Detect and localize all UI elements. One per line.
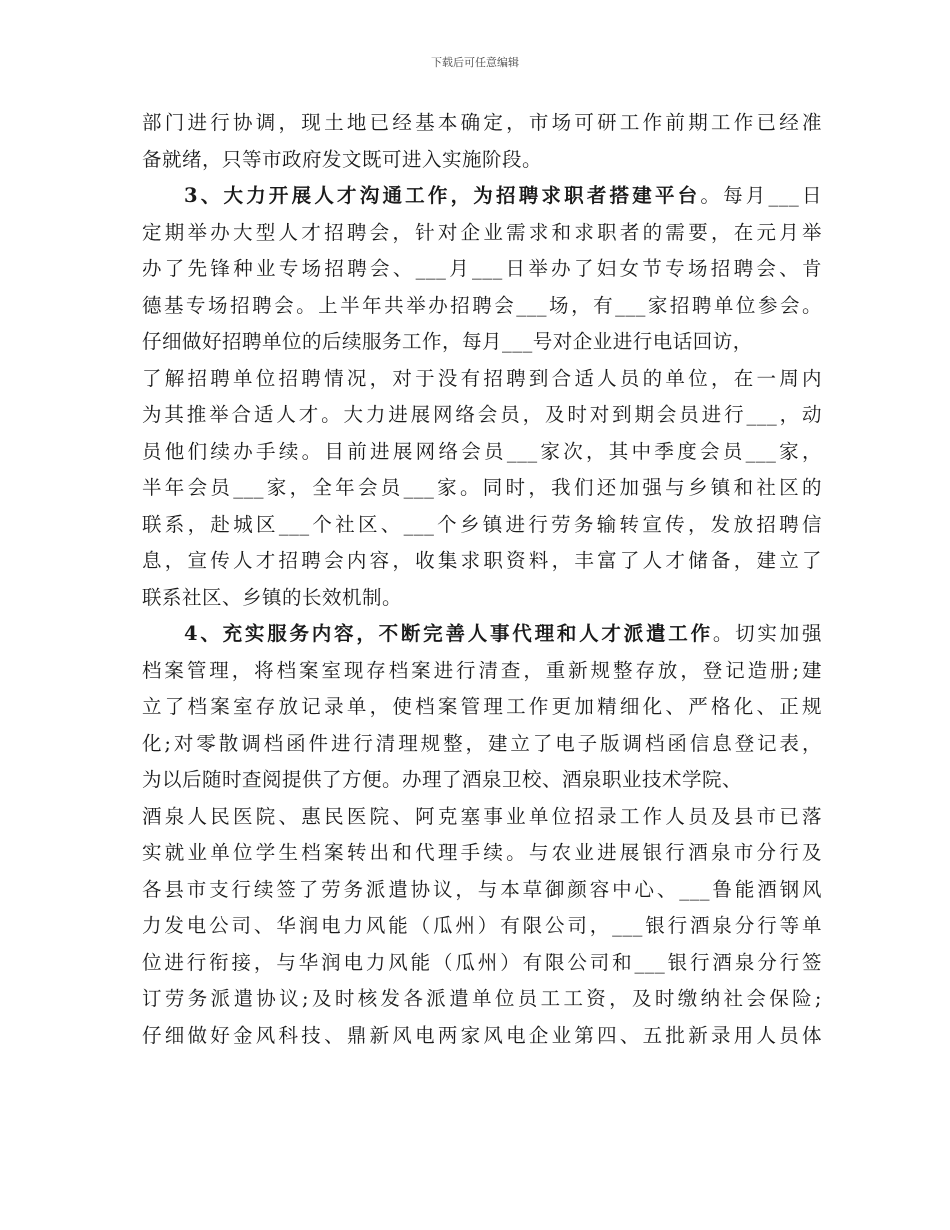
text-line — [142, 251, 822, 288]
text-line — [142, 762, 822, 799]
line-text: 办了先锋种业专场招聘会、___月___日举办了妇女节专场招聘会、肯 — [142, 257, 822, 280]
section-heading: 4、充实服务内容，不断完善人事代理和人才派遣工作 — [184, 622, 713, 645]
text-line — [142, 215, 822, 252]
text-line — [142, 507, 822, 544]
text-line — [142, 142, 822, 179]
text-line — [142, 945, 822, 982]
text-line — [142, 105, 822, 142]
line-text: 实就业单位学生档案转出和代理手续。与农业进展银行酒泉市分行及 — [142, 841, 822, 864]
line-text: 化;对零散调档函件进行清理规整，建立了电子版调档函信息登记表， — [142, 731, 822, 755]
text-line — [142, 872, 822, 909]
line-text: 员他们续办手续。目前进展网络会员___家次，其中季度会员___家， — [142, 439, 822, 463]
line-text: 酒泉人民医院、惠民医院、阿克塞事业单位招录工作人员及县市已落 — [142, 804, 822, 828]
text-line — [142, 1018, 822, 1055]
text-line — [142, 835, 822, 872]
line-text: 备就绪，只等市政府发文既可进入实施阶段。 — [142, 147, 543, 171]
line-text: 订劳务派遣协议;及时核发各派遣单位员工工资，及时缴纳社会保险; — [142, 987, 822, 1010]
line-text: 档案管理，将档案室现存档案进行清查，重新规整存放，登记造册;建 — [142, 658, 822, 682]
line-text: 位进行衔接，与华润电力风能（瓜州）有限公司和___银行酒泉分行签 — [142, 950, 822, 974]
line-text: 为其推举合适人才。大力进展网络会员，及时对到期会员进行___，动 — [142, 403, 822, 426]
line-text: 息，宣传人才招聘会内容，收集求职资料，丰富了人才储备，建立了 — [142, 549, 822, 572]
line-text: 各县市支行续签了劳务派遣协议，与本草御颜容中心、___鲁能酒钢风 — [142, 877, 822, 901]
text-line — [142, 726, 822, 763]
line-text: 了解招聘单位招聘情况，对于没有招聘到合适人员的单位，在一周内 — [142, 366, 822, 390]
line-text: 半年会员___家，全年会员___家。同时，我们还加强与乡镇和社区的 — [142, 476, 822, 499]
text-line — [142, 543, 822, 580]
line-text: 。每月___日 — [700, 184, 822, 207]
text-line — [142, 981, 822, 1018]
text-line — [142, 288, 822, 325]
line-text: 仔细做好金风科技、鼎新风电两家风电企业第四、五批新录用人员体 — [142, 1023, 822, 1047]
text-line — [142, 324, 822, 361]
line-text: 定期举办大型人才招聘会，针对企业需求和求职者的需要，在元月举 — [142, 220, 822, 244]
line-text: 部门进行协调，现土地已经基本确定，市场可研工作前期工作已经准 — [142, 111, 822, 134]
page-header: 下载后可任意编辑 — [431, 56, 519, 69]
text-line — [142, 799, 822, 836]
line-text: 联系，赴城区___个社区、___个乡镇进行劳务输转宣传，发放招聘信 — [142, 512, 822, 536]
line-text: 力发电公司、华润电力风能（瓜州）有限公司，___银行酒泉分行等单 — [142, 914, 822, 937]
line-text: 德基专场招聘会。上半年共举办招聘会___场，有___家招聘单位参会。 — [142, 293, 822, 317]
line-text: 。切实加强 — [712, 622, 822, 645]
document-body — [142, 105, 822, 1054]
text-line — [142, 470, 822, 507]
text-line — [142, 434, 822, 471]
line-text: 仔细做好招聘单位的后续服务工作，每月___号对企业进行电话回访， — [142, 330, 753, 353]
text-line — [142, 616, 822, 653]
text-line — [142, 178, 822, 215]
text-line — [142, 580, 822, 617]
section-heading: 3、大力开展人才沟通工作，为招聘求职者搭建平台 — [184, 184, 701, 207]
text-line — [142, 689, 822, 726]
line-text: 为以后随时查阅提供了方便。办理了酒泉卫校、酒泉职业技术学院、 — [142, 768, 743, 791]
line-text: 联系社区、乡镇的长效机制。 — [142, 585, 403, 609]
text-line — [142, 361, 822, 398]
text-line — [142, 653, 822, 690]
line-text: 立了档案室存放记录单，使档案管理工作更加精细化、严格化、正规 — [142, 695, 822, 718]
text-line — [142, 397, 822, 434]
text-line — [142, 908, 822, 945]
